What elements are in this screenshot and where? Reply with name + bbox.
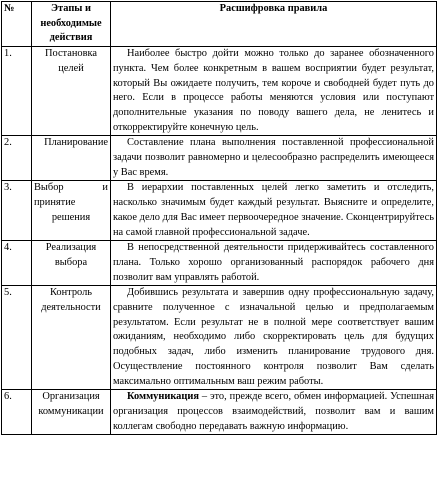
row-rule	[111, 136, 437, 181]
table-row	[2, 286, 437, 390]
row-rule-text: В непосредственной деятельности придерживайтесь составленного плана. Только хорошо организованный распорядок рабочего дня позволит вам управлять работой.	[113, 242, 434, 283]
row-stage: Реализация выбора	[32, 241, 111, 286]
row-rule	[111, 390, 437, 435]
table-row	[2, 47, 437, 136]
row-rule	[111, 286, 437, 390]
header-rule: Расшифровка правила	[111, 2, 437, 47]
row-stage: Организация коммуникации	[32, 390, 111, 435]
row-num: 1.	[2, 47, 32, 136]
row-num: 3.	[2, 181, 32, 241]
table-row	[2, 136, 437, 181]
row-num: 6.	[2, 390, 32, 435]
table-row	[2, 390, 437, 435]
row-rule-text: – это, прежде всего, обмен информацией. Успешная организация процессов взаимодействий, позволит вам и вашим коллегам свободно передавать важную информацию.	[113, 391, 434, 432]
row-stage: Планирование	[32, 136, 111, 181]
row-num: 4.	[2, 241, 32, 286]
row-stage: Контроль деятельности	[32, 286, 111, 390]
row-rule-text: Составление плана выполнения поставленной профессиональной задачи позволит равномерно и целесообразно распределить имеющееся у Вас время.	[113, 137, 434, 178]
header-stage: Этапы и необходимые действия	[32, 2, 111, 47]
row-rule-text: Добившись результата и завершив одну профессиональную задачу, сравните полученное с изначальной целью и предполагаемым результатом. Если результат не в полной мере соответствует вашим ожиданиям, необходимо либо скорректировать цель для будущих подобных задач, либо изменить планирование трудового дня. Осуществление постоянного контроля позволит Вам сделать максимально оптимальным ваш режим работы.	[113, 287, 434, 387]
row-rule	[111, 47, 437, 136]
row-stage: Выбор и принятие решения	[32, 181, 111, 241]
row-rule-text: В иерархии поставленных целей легко заметить и отследить, насколько значимым будет каждый результат. Выясните и определите, какое дело для Вас имеет первоочередное значение. Сконцентрируйтесь на самой главной профессиональной задаче.	[113, 182, 434, 238]
header-num: №	[2, 2, 32, 47]
row-rule	[111, 181, 437, 241]
row-stage: Постановка целей	[32, 47, 111, 136]
table-row	[2, 181, 437, 241]
table-row	[2, 241, 437, 286]
row-rule-text: Наиболее быстро дойти можно только до заранее обозначенного пункта. Чем более конкретным в вашем восприятии будет результат, который Вы ожидаете получить, тем короче и свободней будет путь до него. Если в процессе работы меняются условия или поступают дополнительные указания по поводу вашего дела, не ленитесь и откорректируйте конечную цель.	[113, 48, 434, 133]
row-rule	[111, 241, 437, 286]
row-num: 5.	[2, 286, 32, 390]
rules-table	[1, 1, 437, 435]
table-header-row	[2, 2, 437, 47]
row-rule-bold-term: Коммуникация	[127, 391, 199, 403]
row-num: 2.	[2, 136, 32, 181]
